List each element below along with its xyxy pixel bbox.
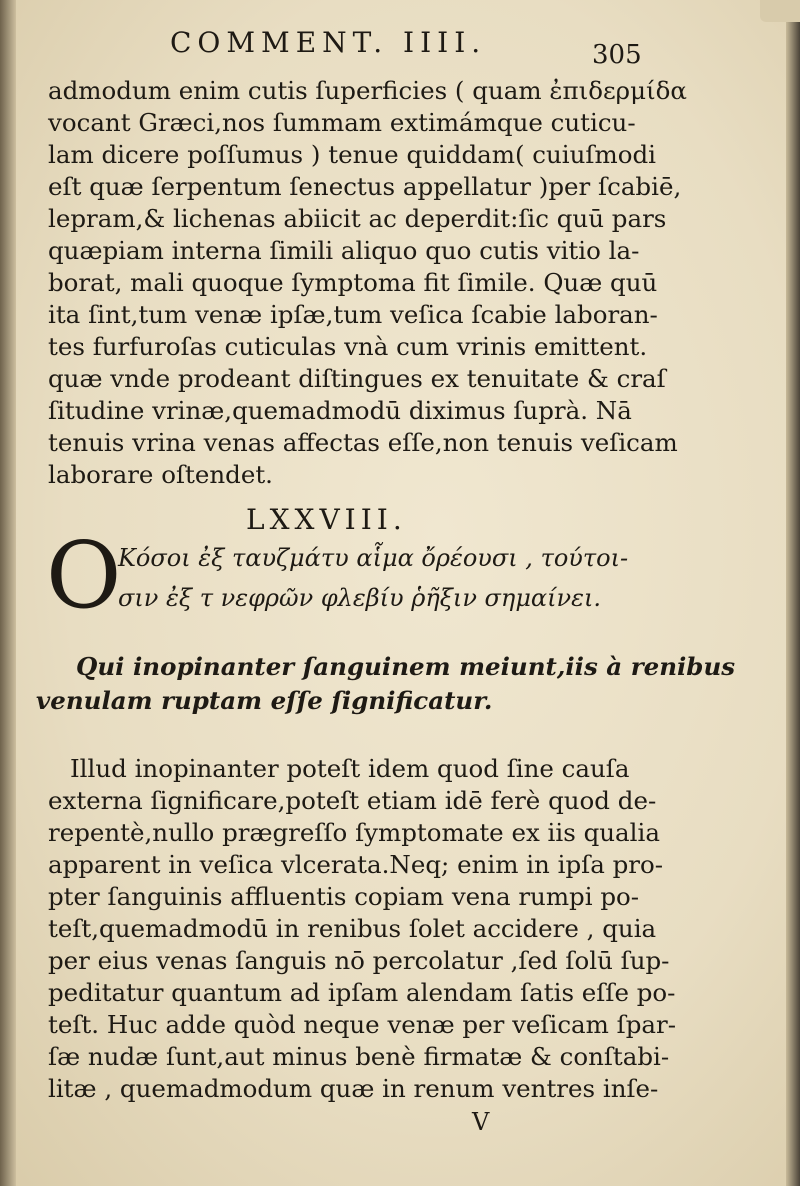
greek-aphorism-line: σιν ἐξ τ νεφρῶν φλεβίυ ῥῆξιν σημαίνει. <box>118 584 602 612</box>
greek-aphorism-line: Κόσοι ἐξ ταυζμάτυ αἷμα ὄρέουσι , τούτοι- <box>118 544 629 572</box>
page-number: 305 <box>592 40 642 70</box>
text-line: ſitudine vrinæ,quemadmodū diximus ſuprà. Nā <box>48 396 632 425</box>
text-line: per eius venas ſanguis nō percolatur ,ſed ſolū ſup- <box>48 946 670 975</box>
text-line: externa ſignificare,poteſt etiam idē ferè quod de- <box>48 786 657 815</box>
text-line: ſæ nudæ ſunt,aut minus benè firmatæ & conſtabi- <box>48 1042 670 1071</box>
text-line: lam dicere poſſumus ) tenue quiddam( cuiuſmodi <box>48 140 656 169</box>
page-corner-tab <box>760 0 800 22</box>
text-line: quæ vnde prodeant diſtingues ex tenuitate & craſ <box>48 364 666 393</box>
text-line: admodum enim cutis ſuperficies ( quam ἐπιδερμίδα <box>48 76 687 105</box>
running-header: COMMENT. IIII. <box>170 26 487 59</box>
text-line: teſt. Huc adde quòd neque venæ per veſicam ſpar- <box>48 1010 677 1039</box>
page-gutter <box>0 0 16 1186</box>
page-edge <box>786 0 800 1186</box>
text-line: apparent in veſica vlcerata.Neq; enim in ipſa pro- <box>48 850 664 879</box>
text-line: teſt,quemadmodū in renibus ſolet accidere , quia <box>48 914 657 943</box>
section-number: LXXVIII. <box>246 503 407 536</box>
text-line: peditatur quantum ad ipſam alendam ſatis eſſe po- <box>48 978 676 1007</box>
text-line: tes furfuroſas cuticulas vnà cum vrinis emittent. <box>48 332 648 361</box>
text-line: pter ſanguinis affluentis copiam vena rumpi po- <box>48 882 640 911</box>
text-line: repentè,nullo prægreſſo ſymptomate ex iis qualia <box>48 818 660 847</box>
text-line: ita ſint,tum venæ ipſæ,tum veſica ſcabie laboran- <box>48 300 658 329</box>
text-line: quæpiam interna ſimili aliquo quo cutis vitio la- <box>48 236 640 265</box>
text-line: borat, mali quoque ſymptoma fit ſimile. Quæ quū <box>48 268 658 297</box>
latin-aphorism-line: venulam ruptam eſſe ſignificatur. <box>36 686 493 715</box>
signature-mark: V <box>472 1108 490 1136</box>
text-line: Illud inopinanter poteſt idem quod ſine cauſa <box>70 754 630 783</box>
latin-aphorism-line: Qui inopinanter ſanguinem meiunt,iis à renibus <box>76 652 736 681</box>
text-line: eſt quæ ſerpentum ſenectus appellatur )per ſcabiē, <box>48 172 682 201</box>
text-line: tenuis vrina venas affectas eſſe,non tenuis veſicam <box>48 428 678 457</box>
text-line: vocant Græci,nos ſummam extimámque cuticu- <box>48 108 636 137</box>
text-line: lepram,& lichenas abiicit ac deperdit:ſic quū pars <box>48 204 667 233</box>
text-line: laborare oſtendet. <box>48 460 273 489</box>
drop-cap-initial: O <box>46 522 122 629</box>
text-line: litæ , quemadmodum quæ in renum ventres inſe- <box>48 1074 659 1103</box>
